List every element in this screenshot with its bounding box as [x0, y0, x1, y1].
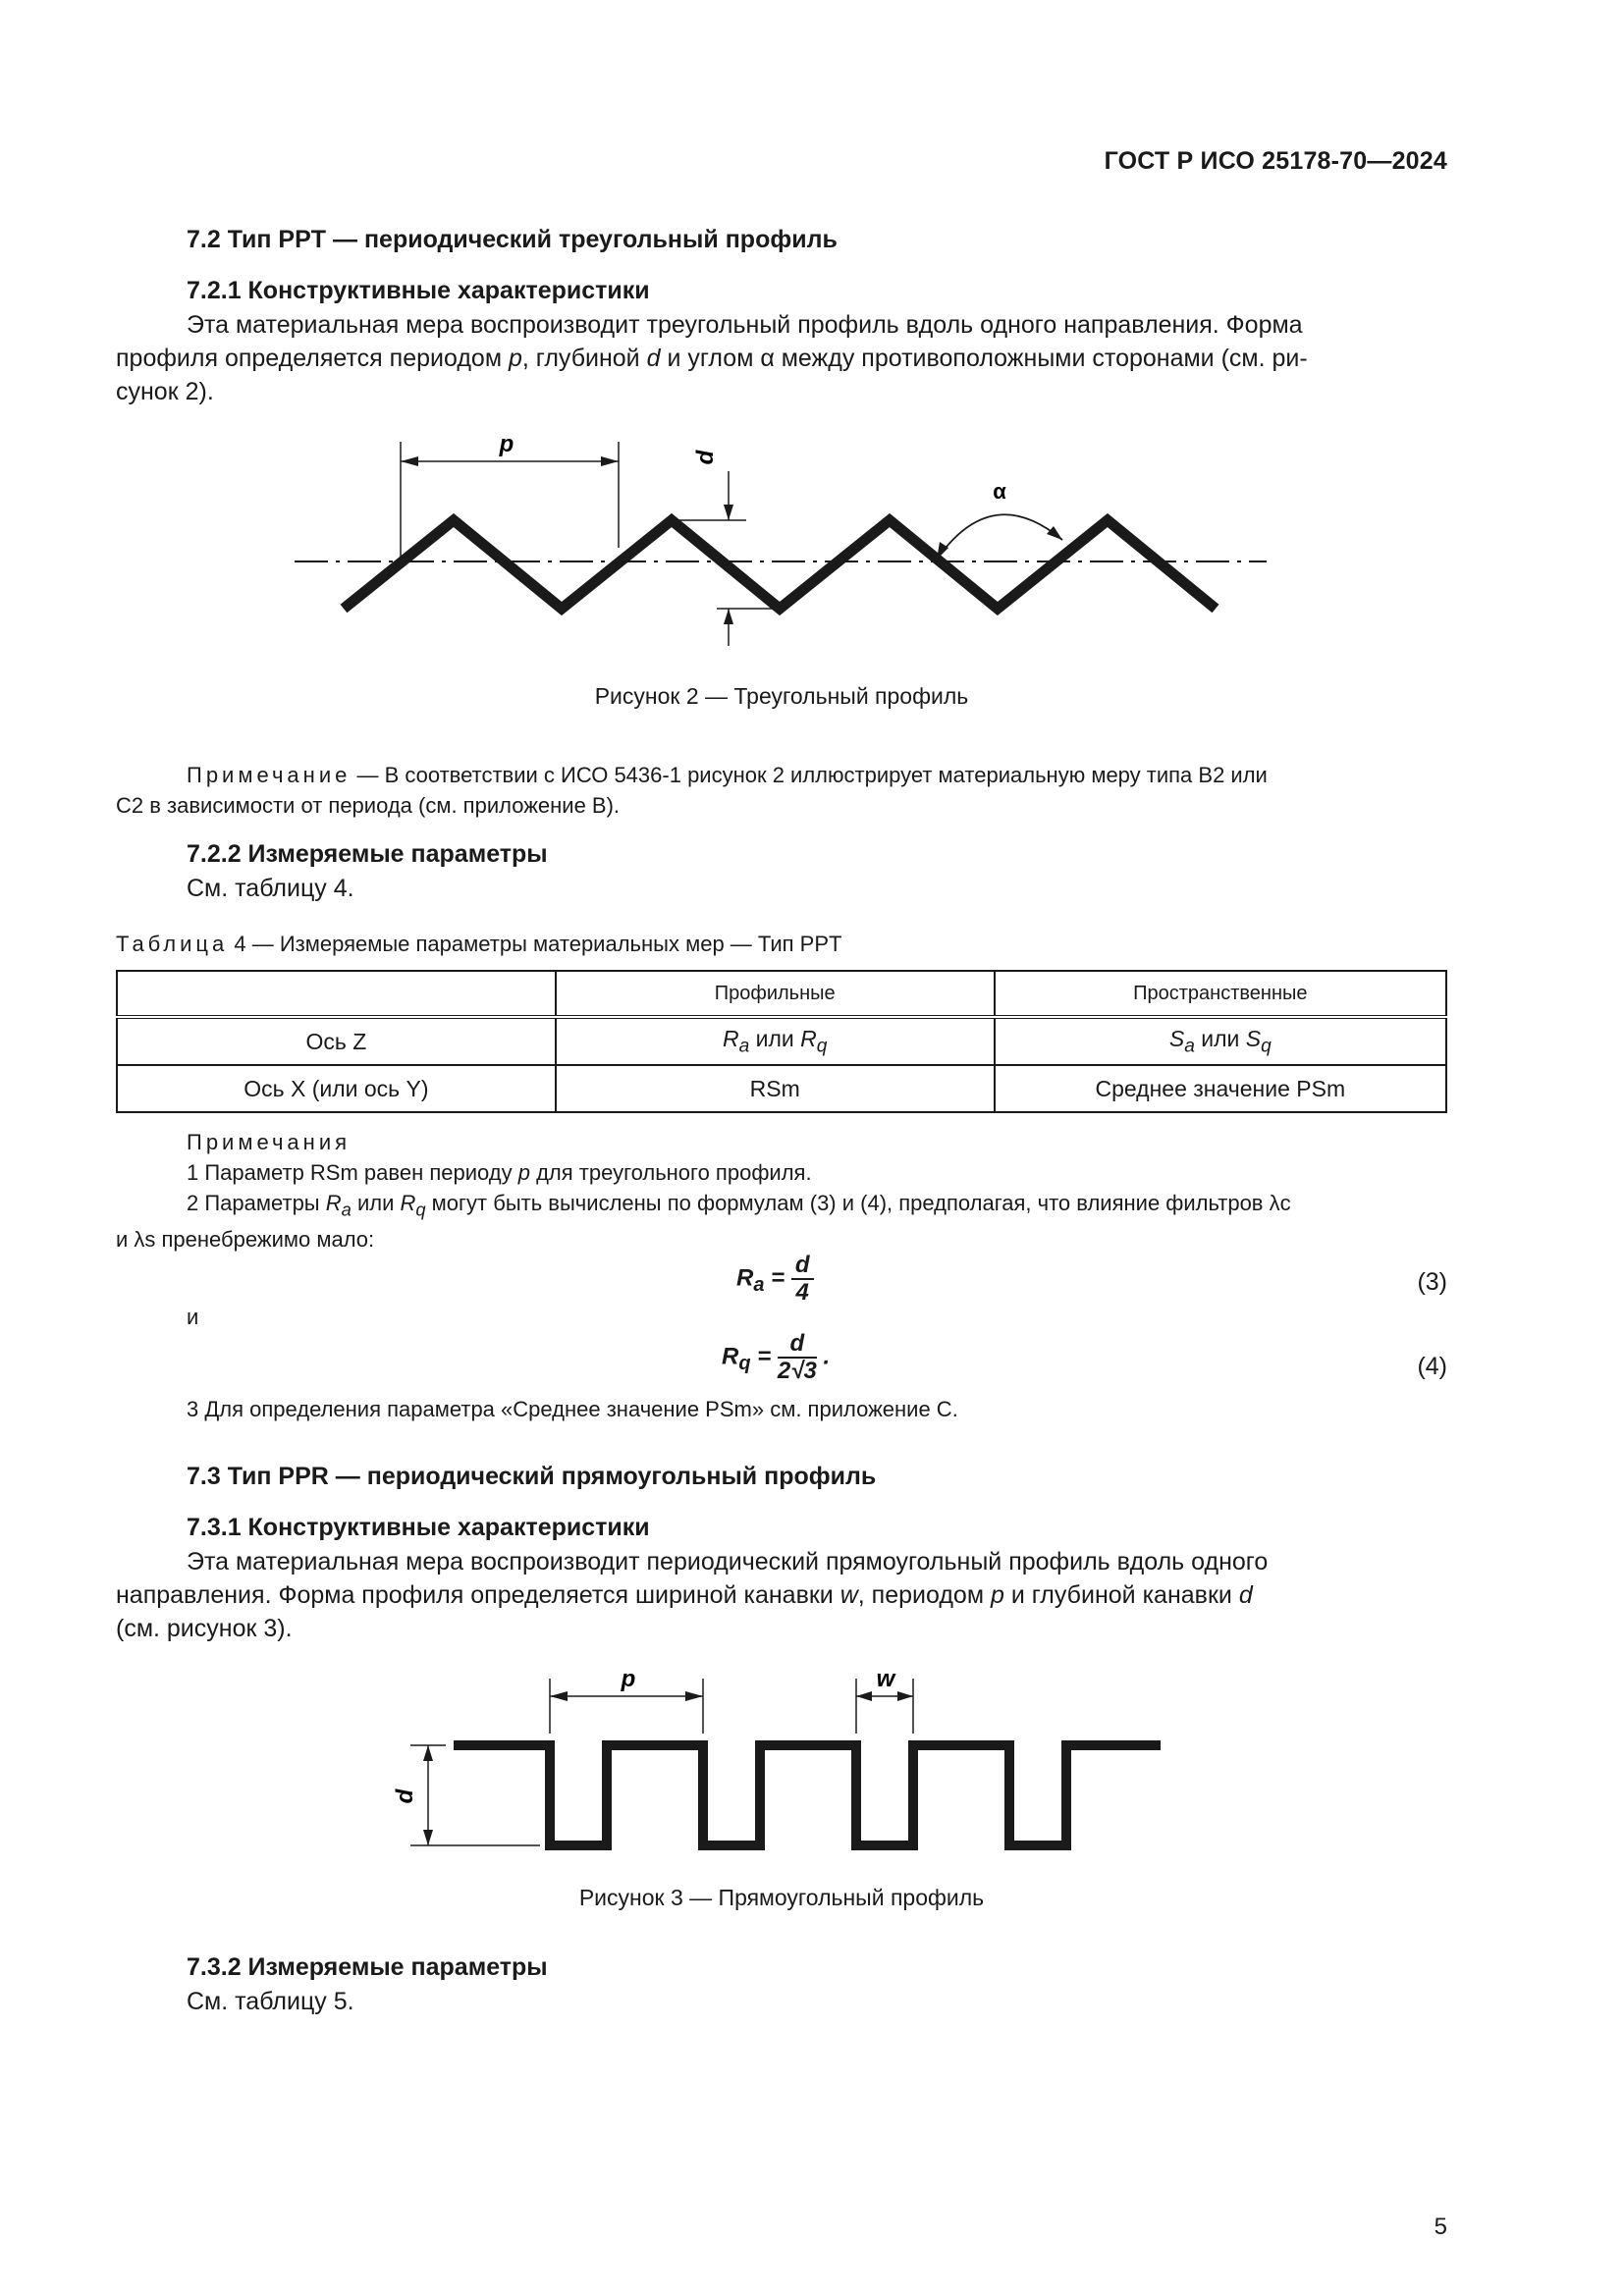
d-arrow-bottom [423, 1830, 433, 1845]
w-arrow-left [856, 1691, 872, 1701]
p-arrow-left [550, 1691, 568, 1701]
table-header-row [117, 971, 1446, 1017]
paragraph-7-2-1: Эта материальная мера воспроизводит треугольный профиль вдоль одного направления. Форма профиля определяется периодом p, глубиной d и углом α между противоположными сторонами (см. ри- сунок 2). [116, 311, 1308, 405]
see-table-5: См. таблицу 5. [187, 1988, 354, 2015]
header-cell-profile: Профильные [556, 971, 995, 1017]
d-arrow-top [423, 1745, 433, 1761]
figure-3-caption: Рисунок 3 — Прямоугольный профиль [578, 1885, 985, 1910]
section-7-2-title: 7.2 Тип PPT — периодический треугольный профиль [187, 226, 838, 253]
header-cell-empty [117, 971, 556, 1017]
subsection-7-3-2-title: 7.3.2 Измеряемые параметры [187, 1953, 548, 1981]
document-header: ГОСТ Р ИСО 25178-70—2024 [1104, 147, 1447, 175]
see-table-4: См. таблицу 4. [187, 875, 354, 902]
d-arrow-top [724, 505, 733, 520]
conjunction-and: и [187, 1305, 199, 1329]
p-arrow-right [601, 456, 619, 466]
cell-psm: Среднее значение PSm [995, 1065, 1446, 1112]
label-alpha: α [993, 479, 1006, 504]
figure-2-triangular-profile [285, 422, 1286, 658]
figure-2-caption: Рисунок 2 — Треугольный профиль [594, 683, 969, 709]
note-7-2: Примечание — В соответствии с ИСО 5436-1 рисунок 2 иллюстрирует материальную меру типа B2 или C2 в зависимости от периода (см. приложение B). [116, 763, 1268, 818]
w-arrow-right [897, 1691, 913, 1701]
notes-table-4: Примечания 1 Параметр RSm равен периоду p для треугольного профиля. 2 Параметры $R_a$ или $R_q$ могут быть вычислены по формулам (3) и (4), предполагая, что влияние фильтров λc и λs пренебрежимо мало: [116, 1130, 1291, 1253]
triangular-profile-line [344, 520, 1216, 609]
section-7-3-title: 7.3 Тип PPR — периодический прямоугольный профиль [187, 1463, 877, 1490]
formula-4: $R_q$ = $\frac{d}{2√3}$ . [722, 1330, 831, 1384]
cell-sa-sq: $S_a$ или $S_q$ [995, 1017, 1446, 1065]
subsection-7-3-1-title: 7.3.1 Конструктивные характеристики [187, 1514, 650, 1541]
cell-rsm: RSm [556, 1065, 995, 1112]
label-d: d [692, 450, 719, 465]
cell-axis-z: Ось Z [117, 1017, 556, 1065]
label-d: d [392, 1789, 418, 1804]
formula-4-number: (4) [1417, 1353, 1447, 1380]
table-row [117, 1017, 1446, 1065]
label-p: p [621, 1666, 636, 1692]
table-4 [116, 970, 1447, 1113]
page-number: 5 [1434, 2214, 1447, 2240]
figure-3-rectangular-profile [383, 1659, 1188, 1875]
cell-axis-x: Ось X (или ось Y) [117, 1065, 556, 1112]
label-p: p [499, 431, 514, 457]
alpha-arrow-right [1047, 526, 1062, 540]
subsection-7-2-2-title: 7.2.2 Измеряемые параметры [187, 840, 548, 868]
note-3: 3 Для определения параметра «Среднее значение PSm» см. приложение C. [187, 1397, 958, 1421]
rectangular-profile-line [454, 1745, 1161, 1845]
table-row [117, 1065, 1446, 1112]
header-cell-areal: Пространственные [995, 971, 1446, 1017]
d-arrow-bottom [724, 609, 733, 624]
alpha-arc [937, 514, 1062, 560]
paragraph-7-3-1: Эта материальная мера воспроизводит периодический прямоугольный профиль вдоль одного направления. Форма профиля определяется шириной канавки w, периодом p и глубиной канавки d (см. рисунок 3). [116, 1548, 1269, 1642]
formula-3: $R_a$ = $\frac{d}{4}$ [736, 1253, 814, 1306]
p-arrow-right [685, 1691, 703, 1701]
subsection-7-2-1-title: 7.2.1 Конструктивные характеристики [187, 277, 650, 304]
table-4-title: Таблица 4 — Измеряемые параметры материальных мер — Тип PPT [116, 932, 842, 956]
cell-ra-rq: $R_a$ или $R_q$ [556, 1017, 995, 1065]
label-w: w [876, 1666, 895, 1692]
p-arrow-left [401, 456, 418, 466]
formula-3-number: (3) [1417, 1268, 1447, 1296]
